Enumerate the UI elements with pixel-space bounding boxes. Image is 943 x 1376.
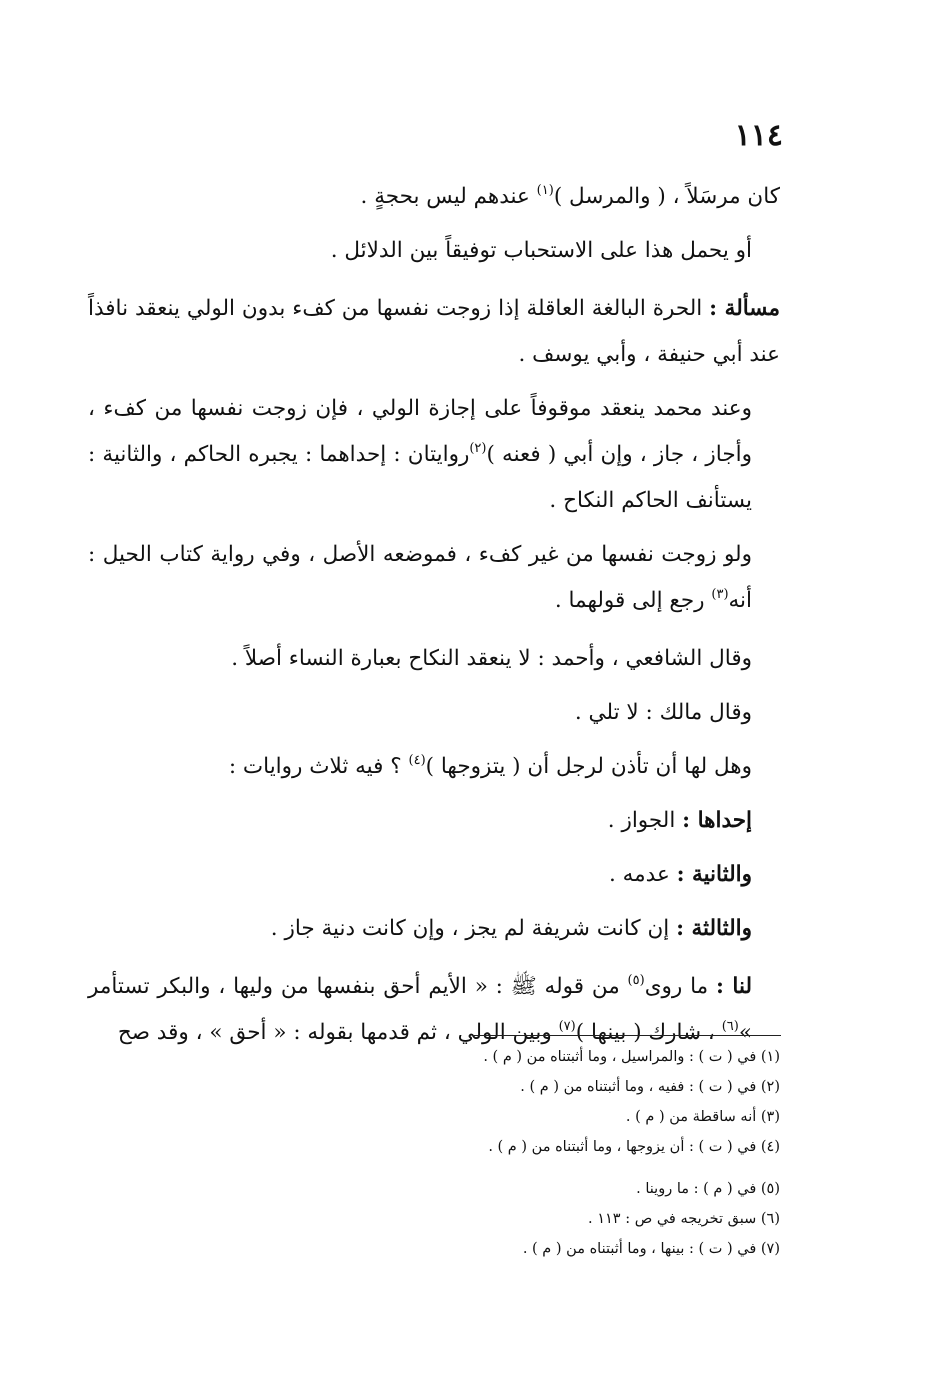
page-number: ١١٤ bbox=[734, 118, 783, 153]
paragraph-3 bbox=[88, 286, 780, 378]
paragraph-6 bbox=[88, 632, 780, 686]
item-label: لنا : bbox=[716, 974, 752, 999]
paragraph-text: ما روى bbox=[644, 974, 716, 999]
footnote-divider bbox=[472, 1035, 781, 1036]
footnote: (٥) في ( م ) : ما روينا . bbox=[636, 1181, 780, 1197]
footnote: (٧) في ( ت ) : بينها ، وما أثبتناه من ( م ) . bbox=[522, 1241, 780, 1257]
item-label: والثالثة : bbox=[676, 916, 752, 941]
paragraph-5 bbox=[88, 532, 780, 624]
footnote-ref: (١) bbox=[536, 183, 554, 198]
footnotes bbox=[300, 1042, 780, 1264]
footnote-ref: (٦) bbox=[721, 1019, 739, 1034]
paragraph-text: ؟ فيه ثلاث روايات : bbox=[228, 754, 409, 779]
paragraph-7 bbox=[88, 686, 780, 740]
main-text bbox=[88, 170, 780, 1056]
paragraph-text: وعند محمد ينعقد موقوفاً على إجازة الولي ، فإن زوجت نفسها من كفء ، وأجاز ، جاز ، وإن أبي ( فعنه ) bbox=[88, 396, 752, 467]
paragraph-text: الجواز . bbox=[607, 808, 683, 833]
paragraph-text: وقال مالك : لا تلي . bbox=[574, 700, 752, 725]
paragraph-text: روايتان : إحداهما : يجبره الحاكم ، والثانية : يستأنف الحاكم النكاح . bbox=[88, 442, 752, 513]
paragraph-text: من قوله ﷺ : « الأيم أحق بنفسها من وليها ، والبكر تستأمر » bbox=[88, 974, 752, 1045]
footnote: (٦) سبق تخريجه في ص : ١١٣ . bbox=[588, 1211, 780, 1227]
item-label: والثانية : bbox=[676, 862, 752, 887]
paragraph-text: عندهم ليس بحجةٍ . bbox=[360, 184, 537, 209]
footnote-ref: (٢) bbox=[469, 441, 487, 456]
footnote: (٤) في ( ت ) : أن يزوجها ، وما أثبتناه من ( م ) . bbox=[488, 1139, 780, 1155]
footnote-ref: (٧) bbox=[558, 1019, 576, 1034]
section-heading: مسألة : bbox=[709, 296, 780, 321]
paragraph-text: الحرة البالغة العاقلة إذا زوجت نفسها من كفء بدون الولي ينعقد نافذاً عند أبي حنيفة ، وأبي يوسف . bbox=[88, 296, 780, 367]
paragraph-text: عدمه . bbox=[608, 862, 677, 887]
paragraph-text: وبين الولي ، ثم قدمها بقوله : « أحق » ، وقد صح bbox=[117, 1020, 559, 1045]
paragraph-2 bbox=[88, 224, 780, 278]
paragraph-1 bbox=[88, 170, 780, 224]
footnote-ref: (٤) bbox=[408, 753, 426, 768]
paragraph-4 bbox=[88, 386, 780, 524]
paragraph-text: وهل لها أن تأذن لرجل أن ( يتزوجها ) bbox=[425, 754, 752, 779]
footnote: (٣) أنه ساقطة من ( م ) . bbox=[625, 1109, 780, 1125]
paragraph-8 bbox=[88, 740, 780, 794]
paragraph-10 bbox=[88, 848, 780, 902]
paragraph-9 bbox=[88, 794, 780, 848]
paragraph-text: وقال الشافعي ، وأحمد : لا ينعقد النكاح بعبارة النساء أصلاً . bbox=[231, 646, 752, 671]
paragraph-text: كان مرسَلاً ، ( والمرسل ) bbox=[553, 184, 780, 209]
footnote-ref: (٣) bbox=[711, 587, 729, 602]
footnote-ref: (٥) bbox=[627, 973, 645, 988]
footnote: (٢) في ( ت ) : ففيه ، وما أثبتناه من ( م ) . bbox=[520, 1079, 780, 1095]
footnote: (١) في ( ت ) : والمراسيل ، وما أثبتناه من ( م ) . bbox=[483, 1049, 780, 1065]
paragraph-11 bbox=[88, 902, 780, 956]
paragraph-text: ولو زوجت نفسها من غير كفء ، فموضعه الأصل ، وفي رواية كتاب الحيل : أنه bbox=[88, 542, 752, 613]
paragraph-text: رجع إلى قولهما . bbox=[554, 588, 712, 613]
paragraph-text: ، شارك ( بينها ) bbox=[575, 1020, 722, 1045]
item-label: إحداها : bbox=[682, 808, 752, 833]
paragraph-text: أو يحمل هذا على الاستحباب توفيقاً بين الدلائل . bbox=[330, 238, 752, 263]
paragraph-text: إن كانت شريفة لم يجز ، وإن كانت دنية جاز . bbox=[270, 916, 677, 941]
